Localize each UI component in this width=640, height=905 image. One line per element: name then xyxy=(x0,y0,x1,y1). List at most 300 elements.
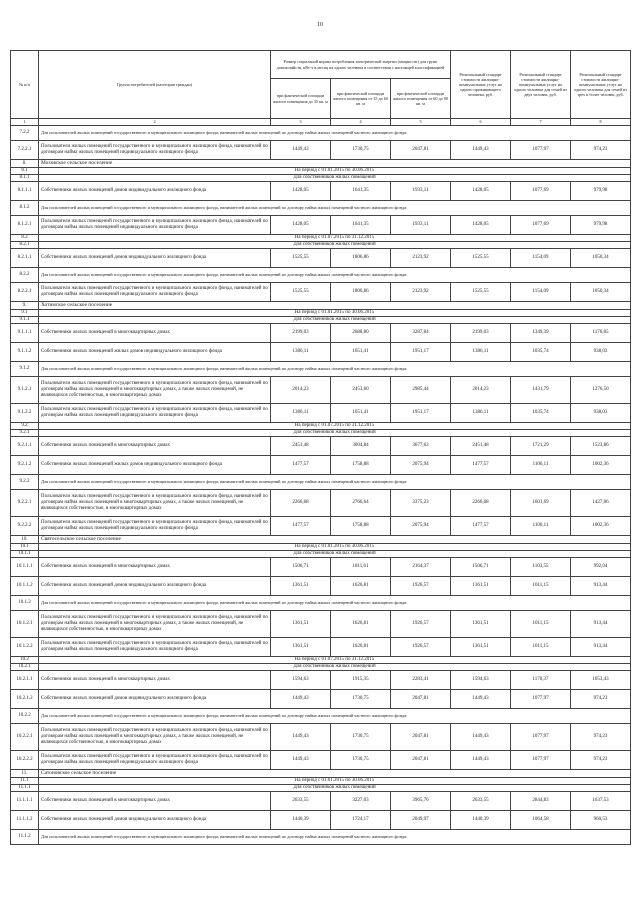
row-number: 8.1 xyxy=(11,168,39,175)
row-value: 2266,68 xyxy=(271,490,331,517)
table-row xyxy=(11,175,631,182)
row-number: 10.1.1 xyxy=(11,551,39,558)
row-value: 3375,23 xyxy=(391,490,451,517)
table-row xyxy=(11,423,631,430)
row-value: 1035,74 xyxy=(511,343,571,362)
row-value: 3677,63 xyxy=(391,437,451,456)
header-col-5: при фактической площади жилого помещения от 60 до 90 кв. м xyxy=(391,79,451,119)
row-value: 2014,23 xyxy=(451,377,511,404)
table-row xyxy=(11,664,631,671)
row-value: 2688,80 xyxy=(331,324,391,343)
row-value: 1064,58 xyxy=(511,811,571,830)
row-value: 1154,09 xyxy=(511,249,571,268)
table-row xyxy=(11,778,631,785)
row-value: 1477,57 xyxy=(451,517,511,536)
row-number: 7.2.2.1 xyxy=(11,141,39,160)
subgroup-heading: Для пользователей жилых помещений государственного и муниципального жилищного фонда, нанимателей жилых помещений по договору найма жилых помещений частного жилищного фонда: xyxy=(39,475,631,490)
header-index: 6 xyxy=(451,119,511,126)
row-number: 8.1.2.1 xyxy=(11,216,39,235)
row-value: 1758,88 xyxy=(331,456,391,475)
table-row xyxy=(11,517,631,536)
row-value: 1431,79 xyxy=(511,377,571,404)
header-index: 2 xyxy=(39,119,271,126)
row-value: 974,23 xyxy=(571,751,631,770)
table-row xyxy=(11,249,631,268)
table-row xyxy=(11,709,631,724)
table-row xyxy=(11,536,631,544)
row-number: 7.2.2 xyxy=(11,126,39,141)
row-number: 9.2.1.1 xyxy=(11,437,39,456)
subgroup-heading: Для пользователей жилых помещений государственного и муниципального жилищного фонда, нанимателей жилых помещений по договору найма жилых помещений частного жилищного фонда: xyxy=(39,362,631,377)
row-value: 1506,71 xyxy=(451,558,511,577)
row-value: 3965,76 xyxy=(391,792,451,811)
period-heading: На период с 01.01.2015 по 30.06.2015 xyxy=(39,778,631,785)
row-value: 1011,15 xyxy=(511,638,571,657)
row-value: 1103,55 xyxy=(511,558,571,577)
row-value: 1361,51 xyxy=(451,638,511,657)
section-heading: Хотимское сельское поселение xyxy=(39,302,631,310)
row-value: 1428,05 xyxy=(271,216,331,235)
row-value: 2075,94 xyxy=(391,456,451,475)
table-row xyxy=(11,242,631,249)
row-number: 11.1.1.2 xyxy=(11,811,39,830)
row-number: 10.1 xyxy=(11,544,39,551)
row-value: 1276,50 xyxy=(571,377,631,404)
subgroup-heading: Для пользователей жилых помещений государственного и муниципального жилищного фонда, нанимателей жилых помещений по договору найма жилых помещений частного жилищного фонда: xyxy=(39,268,631,283)
table-row xyxy=(11,558,631,577)
row-number: 10.2.2.1 xyxy=(11,724,39,751)
table-row xyxy=(11,404,631,423)
row-value: 938,03 xyxy=(571,404,631,423)
row-value: 1361,51 xyxy=(271,577,331,596)
table-row xyxy=(11,160,631,168)
row-value: 1449,43 xyxy=(451,724,511,751)
row-value: 1724,17 xyxy=(331,811,391,830)
row-value: 1594,63 xyxy=(451,671,511,690)
table-row xyxy=(11,671,631,690)
row-number: 9.2.2 xyxy=(11,475,39,490)
header-num: № п/п xyxy=(11,51,39,119)
table-row xyxy=(11,785,631,792)
period-heading: Для собственников жилых помещений xyxy=(39,175,631,182)
row-number: 9.1.2.1 xyxy=(11,377,39,404)
row-value: 1106,11 xyxy=(511,456,571,475)
row-number: 10. xyxy=(11,536,39,544)
row-value: 2633,55 xyxy=(271,792,331,811)
header-index: 8 xyxy=(571,119,631,126)
period-heading: На период с 01.07.2015 по 31.12.2015 xyxy=(39,235,631,242)
row-value: 1035,74 xyxy=(511,404,571,423)
row-value: 1651,41 xyxy=(331,343,391,362)
row-value: 979,98 xyxy=(571,216,631,235)
header-group-top: Размер социальной нормы потребления электрической энергии (мощности) для групп домохозяйств, кВт·ч в месяц на одного человека в соответствии с настоящей классификацией xyxy=(271,51,451,79)
table-row xyxy=(11,596,631,611)
table-row xyxy=(11,182,631,201)
row-value: 1477,57 xyxy=(271,456,331,475)
row-category: Собственники жилых помещений жилых домов индивидуального жилищного фонда xyxy=(39,343,271,362)
row-value: 1758,88 xyxy=(331,517,391,536)
row-value: 2451,48 xyxy=(271,437,331,456)
row-number: 11.1.1 xyxy=(11,785,39,792)
row-value: 1427,06 xyxy=(571,490,631,517)
row-value: 1428,05 xyxy=(451,216,511,235)
row-number: 9.2.1.2 xyxy=(11,456,39,475)
row-value: 1641,35 xyxy=(331,182,391,201)
row-value: 1449,43 xyxy=(271,751,331,770)
section-heading: Моховское сельское поселение xyxy=(39,160,631,168)
table-row xyxy=(11,317,631,324)
row-value: 2451,48 xyxy=(451,437,511,456)
row-value: 1176,85 xyxy=(571,324,631,343)
row-value: 1449,43 xyxy=(271,141,331,160)
row-value: 1002,36 xyxy=(571,456,631,475)
period-heading: На период с 01.01.2015 по 30.06.2015 xyxy=(39,310,631,317)
row-number: 8.2 xyxy=(11,235,39,242)
row-value: 1626,81 xyxy=(331,611,391,638)
row-value: 1077,69 xyxy=(511,216,571,235)
row-value: 1926,57 xyxy=(391,611,451,638)
row-value: 1053,43 xyxy=(571,671,631,690)
row-category: Пользователи жилых помещений государственного и муниципального жилищного фонда, нанимателей по договорам найма жилых помещений индивидуального жилищного фонда xyxy=(39,216,271,235)
header-col-4: при фактической площади жилого помещения от 35 до 60 кв. м xyxy=(331,79,391,119)
row-value: 2047,81 xyxy=(391,724,451,751)
row-value: 1926,57 xyxy=(391,577,451,596)
header-index: 1 xyxy=(11,119,39,126)
row-number: 10.1.2.1 xyxy=(11,611,39,638)
row-number: 10.2.1.1 xyxy=(11,671,39,690)
row-value: 1361,51 xyxy=(271,638,331,657)
header-col-8: Региональный стандарт стоимости жилищно-коммунальных услуг на одного человека для семей из трех и более человек, руб. xyxy=(571,51,631,119)
row-value: 1637,53 xyxy=(571,792,631,811)
period-heading: Для собственников жилых помещений xyxy=(39,551,631,558)
row-number: 9.1.1.1 xyxy=(11,324,39,343)
row-value: 2199,03 xyxy=(271,324,331,343)
row-category: Пользователи жилых помещений государственного и муниципального жилищного фонда, нанимателей по договорам найма жилых помещений индивидуального жилищного фонда xyxy=(39,751,271,770)
row-number: 8.2.1.1 xyxy=(11,249,39,268)
row-category: Пользователи жилых помещений государственного и муниципального жилищного фонда, нанимателей по договорам найма жилых помещений индивидуального жилищного фонда xyxy=(39,283,271,302)
row-value: 1106,11 xyxy=(511,517,571,536)
row-value: 938,03 xyxy=(571,343,631,362)
table-row xyxy=(11,724,631,751)
header-index-row xyxy=(11,119,631,126)
row-value: 3004,84 xyxy=(331,437,391,456)
row-number: 8. xyxy=(11,160,39,168)
table-row xyxy=(11,475,631,490)
row-value: 1806,86 xyxy=(331,283,391,302)
row-value: 1449,43 xyxy=(271,724,331,751)
row-number: 9.1 xyxy=(11,310,39,317)
row-value: 1641,35 xyxy=(331,216,391,235)
row-category: Пользователи жилых помещений государственного и муниципального жилищного фонда, нанимателей по договорам найма жилых помещений индивидуального жилищного фонда xyxy=(39,517,271,536)
row-number: 9.2.1 xyxy=(11,430,39,437)
row-value: 1601,69 xyxy=(511,490,571,517)
period-heading: На период с 01.07.2015 по 31.12.2015 xyxy=(39,423,631,430)
row-value: 1440,39 xyxy=(271,811,331,830)
row-value: 1730,75 xyxy=(331,724,391,751)
row-number: 10.1.1.2 xyxy=(11,577,39,596)
row-category: Пользователи жилых помещений государственного и муниципального жилищного фонда, нанимателей по договорам найма жилых помещений в многоквартирных домах, а также жилых помещений, не являющихся собственностью, в многоквартирных домах xyxy=(39,724,271,751)
table-row xyxy=(11,377,631,404)
period-heading: Для собственников жилых помещений xyxy=(39,785,631,792)
subgroup-heading: Для пользователей жилых помещений государственного и муниципального жилищного фонда, нанимателей жилых помещений по договору найма жилых помещений частного жилищного фонда: xyxy=(39,709,631,724)
header-index: 5 xyxy=(391,119,451,126)
header-index: 3 xyxy=(271,119,331,126)
housing-standards-table xyxy=(10,50,631,845)
row-value: 1626,81 xyxy=(331,638,391,657)
row-number: 8.1.1 xyxy=(11,175,39,182)
row-value: 1594,63 xyxy=(271,671,331,690)
row-value: 1428,05 xyxy=(451,182,511,201)
row-number: 10.1.2.2 xyxy=(11,638,39,657)
row-number: 9.2 xyxy=(11,423,39,430)
row-value: 1050,34 xyxy=(571,283,631,302)
row-number: 9.1.1.2 xyxy=(11,343,39,362)
row-value: 2047,81 xyxy=(391,751,451,770)
row-value: 1525,55 xyxy=(451,249,511,268)
period-heading: Для собственников жилых помещений xyxy=(39,664,631,671)
row-value: 1077,97 xyxy=(511,690,571,709)
row-category: Собственники жилых помещений домов индивидуального жилищного фонда xyxy=(39,249,271,268)
row-number: 8.2.1 xyxy=(11,242,39,249)
row-number: 9.1.1 xyxy=(11,317,39,324)
row-category: Собственники жилых помещений в многоквартирных домах xyxy=(39,671,271,690)
row-number: 9.2.2.1 xyxy=(11,490,39,517)
row-number: 10.2.2 xyxy=(11,709,39,724)
row-value: 1523,86 xyxy=(571,437,631,456)
table-row xyxy=(11,811,631,830)
subgroup-heading: Для пользователей жилых помещений государственного и муниципального жилищного фонда, нанимателей жилых помещений по договору найма жилых помещений частного жилищного фонда: xyxy=(39,126,631,141)
row-category: Собственники жилых помещений домов индивидуального жилищного фонда xyxy=(39,182,271,201)
row-value: 2199,03 xyxy=(451,324,511,343)
subgroup-heading: Для пользователей жилых помещений государственного и муниципального жилищного фонда, нанимателей жилых помещений по договору найма жилых помещений частного жилищного фонда: xyxy=(39,596,631,611)
period-heading: На период с 01.07.2015 по 31.12.2015 xyxy=(39,657,631,664)
table-row xyxy=(11,201,631,216)
row-category: Пользователи жилых помещений государственного и муниципального жилищного фонда, нанимателей по договорам найма жилых помещений индивидуального жилищного фонда xyxy=(39,404,271,423)
row-number: 9. xyxy=(11,302,39,310)
row-value: 1951,17 xyxy=(391,343,451,362)
row-number: 8.1.2 xyxy=(11,201,39,216)
row-value: 1933,11 xyxy=(391,216,451,235)
row-value: 992,04 xyxy=(571,558,631,577)
table-row xyxy=(11,792,631,811)
row-category: Собственники жилых помещений в многоквартирных домах xyxy=(39,558,271,577)
row-category: Пользователи жилых помещений государственного и муниципального жилищного фонда, нанимателей по договорам найма жилых помещений индивидуального жилищного фонда xyxy=(39,638,271,657)
row-number: 10.2.1.2 xyxy=(11,690,39,709)
row-value: 1477,57 xyxy=(451,456,511,475)
row-value: 1449,43 xyxy=(451,751,511,770)
table-row xyxy=(11,141,631,160)
row-number: 11.1.1.1 xyxy=(11,792,39,811)
row-value: 2123,92 xyxy=(391,249,451,268)
row-value: 1721,29 xyxy=(511,437,571,456)
page-number: 10 xyxy=(317,22,323,28)
table-row xyxy=(11,235,631,242)
row-value: 1440,39 xyxy=(451,811,511,830)
period-heading: Для собственников жилых помещений xyxy=(39,317,631,324)
row-category: Собственники жилых помещений жилых домов индивидуального жилищного фонда xyxy=(39,456,271,475)
header-index: 4 xyxy=(331,119,391,126)
row-number: 11.1 xyxy=(11,778,39,785)
row-value: 1077,97 xyxy=(511,724,571,751)
row-value: 2266,68 xyxy=(451,490,511,517)
row-value: 2985,44 xyxy=(391,377,451,404)
row-value: 979,98 xyxy=(571,182,631,201)
row-category: Пользователи жилых помещений государственного и муниципального жилищного фонда, нанимателей по договорам найма жилых помещений в многоквартирных домах, а также жилых помещений, не являющихся собственностью, в многоквартирных домах xyxy=(39,377,271,404)
table-row xyxy=(11,638,631,657)
row-value: 1730,75 xyxy=(331,141,391,160)
table-row xyxy=(11,310,631,317)
header-group: Группа потребителей (категория граждан) xyxy=(39,51,271,119)
table-body xyxy=(11,126,631,845)
row-value: 1730,75 xyxy=(331,690,391,709)
row-value: 1077,69 xyxy=(511,182,571,201)
row-value: 1361,51 xyxy=(451,577,511,596)
row-value: 1477,57 xyxy=(271,517,331,536)
row-value: 1361,51 xyxy=(451,611,511,638)
subgroup-heading: Для пользователей жилых помещений государственного и муниципального жилищного фонда, нанимателей жилых помещений по договору найма жилых помещений частного жилищного фонда: xyxy=(39,201,631,216)
row-value: 2453,60 xyxy=(331,377,391,404)
row-value: 1449,43 xyxy=(271,690,331,709)
row-number: 9.1.2 xyxy=(11,362,39,377)
header-col-7: Региональный стандарт стоимости жилищно-коммунальных услуг на одного человека для семей из двух человек, руб. xyxy=(511,51,571,119)
table-row xyxy=(11,551,631,558)
table-row xyxy=(11,283,631,302)
period-heading: Для собственников жилых помещений xyxy=(39,430,631,437)
row-value: 2844,83 xyxy=(511,792,571,811)
row-value: 1349,39 xyxy=(511,324,571,343)
row-value: 2283,41 xyxy=(391,671,451,690)
row-value: 960,53 xyxy=(571,811,631,830)
row-value: 1011,15 xyxy=(511,577,571,596)
row-value: 1811,61 xyxy=(331,558,391,577)
row-value: 2123,92 xyxy=(391,283,451,302)
table-row xyxy=(11,216,631,235)
row-value: 1525,55 xyxy=(271,249,331,268)
row-category: Пользователи жилых помещений государственного и муниципального жилищного фонда, нанимателей по договорам найма жилых помещений индивидуального жилищного фонда xyxy=(39,141,271,160)
row-value: 1386,11 xyxy=(271,404,331,423)
row-value: 2049,97 xyxy=(391,811,451,830)
table-row xyxy=(11,362,631,377)
row-value: 1002,36 xyxy=(571,517,631,536)
row-value: 1386,11 xyxy=(451,404,511,423)
table-row xyxy=(11,690,631,709)
subgroup-heading: Для пользователей жилых помещений государственного и муниципального жилищного фонда, нанимателей жилых помещений по договору найма жилых помещений частного жилищного фонда: xyxy=(39,830,631,845)
table-row xyxy=(11,830,631,845)
row-category: Пользователи жилых помещений государственного и муниципального жилищного фонда, нанимателей по договорам найма жилых помещений в многоквартирных домах, а также жилых помещений, не являющихся собственностью, в многоквартирных домах xyxy=(39,611,271,638)
row-value: 1011,15 xyxy=(511,611,571,638)
row-number: 9.1.2.2 xyxy=(11,404,39,423)
row-category: Собственники жилых помещений домов индивидуального жилищного фонда xyxy=(39,690,271,709)
section-heading: Сатоновское сельское поселение xyxy=(39,770,631,778)
row-category: Собственники жилых помещений домов индивидуального жилищного фонда xyxy=(39,577,271,596)
row-value: 1915,35 xyxy=(331,671,391,690)
table-row xyxy=(11,490,631,517)
row-number: 11.1.2 xyxy=(11,830,39,845)
row-category: Собственники жилых помещений в многоквартирных домах xyxy=(39,792,271,811)
row-number: 8.2.2.1 xyxy=(11,283,39,302)
row-value: 2014,23 xyxy=(271,377,331,404)
row-value: 1077,97 xyxy=(511,141,571,160)
row-value: 1626,81 xyxy=(331,577,391,596)
row-value: 2633,55 xyxy=(451,792,511,811)
table-row xyxy=(11,126,631,141)
row-number: 9.2.2.2 xyxy=(11,517,39,536)
row-category: Пользователи жилых помещений государственного и муниципального жилищного фонда, нанимателей по договорам найма жилых помещений в многоквартирных домах, а также жилых помещений, не являющихся собственностью, в многоквартирных домах xyxy=(39,490,271,517)
row-number: 8.2.2 xyxy=(11,268,39,283)
row-value: 2075,94 xyxy=(391,517,451,536)
table-row xyxy=(11,324,631,343)
row-value: 1170,37 xyxy=(511,671,571,690)
table-row xyxy=(11,577,631,596)
header-col-6: Региональный стандарт стоимости жилищно-коммунальных услуг на одного проживающего человека, руб. xyxy=(451,51,511,119)
row-number: 10.2 xyxy=(11,657,39,664)
header-col-3: при фактической площади жилого помещения до 35 кв. м xyxy=(271,79,331,119)
row-category: Собственники жилых помещений домов индивидуального жилищного фонда xyxy=(39,811,271,830)
table-row xyxy=(11,437,631,456)
row-value: 3287,84 xyxy=(391,324,451,343)
row-value: 1077,97 xyxy=(511,751,571,770)
row-value: 974,23 xyxy=(571,141,631,160)
row-value: 1926,57 xyxy=(391,638,451,657)
period-heading: На период с 01.01.2015 по 30.06.2015 xyxy=(39,544,631,551)
row-number: 8.1.1.1 xyxy=(11,182,39,201)
period-heading: На период с 01.01.2015 по 30.06.2015 xyxy=(39,168,631,175)
row-value: 1525,55 xyxy=(451,283,511,302)
row-value: 2047,81 xyxy=(391,141,451,160)
row-value: 974,23 xyxy=(571,724,631,751)
row-value: 1525,55 xyxy=(271,283,331,302)
row-value: 913,44 xyxy=(571,611,631,638)
row-value: 974,23 xyxy=(571,690,631,709)
row-value: 1361,51 xyxy=(271,611,331,638)
section-heading: Святосельское сельское поселение xyxy=(39,536,631,544)
row-value: 3227,03 xyxy=(331,792,391,811)
row-value: 913,44 xyxy=(571,638,631,657)
row-value: 1050,34 xyxy=(571,249,631,268)
row-value: 1449,43 xyxy=(451,141,511,160)
row-value: 1933,11 xyxy=(391,182,451,201)
row-value: 1951,17 xyxy=(391,404,451,423)
table-row xyxy=(11,268,631,283)
row-number: 10.1.1.1 xyxy=(11,558,39,577)
table-row xyxy=(11,343,631,362)
table-row xyxy=(11,168,631,175)
row-value: 1154,09 xyxy=(511,283,571,302)
table-row xyxy=(11,770,631,778)
row-value: 1386,11 xyxy=(451,343,511,362)
period-heading: Для собственников жилых помещений xyxy=(39,242,631,249)
row-value: 1428,05 xyxy=(271,182,331,201)
table-row xyxy=(11,751,631,770)
table-row xyxy=(11,430,631,437)
row-value: 2766,64 xyxy=(331,490,391,517)
row-value: 1386,11 xyxy=(271,343,331,362)
table-row xyxy=(11,456,631,475)
row-value: 1449,43 xyxy=(451,690,511,709)
table-row xyxy=(11,611,631,638)
row-value: 1506,71 xyxy=(271,558,331,577)
table-row xyxy=(11,544,631,551)
row-value: 1730,75 xyxy=(331,751,391,770)
row-category: Собственники жилых помещений в многоквартирных домах xyxy=(39,324,271,343)
row-value: 2164,37 xyxy=(391,558,451,577)
row-value: 1651,41 xyxy=(331,404,391,423)
table-row xyxy=(11,302,631,310)
row-value: 2047,81 xyxy=(391,690,451,709)
row-number: 10.2.2.2 xyxy=(11,751,39,770)
table-row xyxy=(11,657,631,664)
row-value: 1806,86 xyxy=(331,249,391,268)
